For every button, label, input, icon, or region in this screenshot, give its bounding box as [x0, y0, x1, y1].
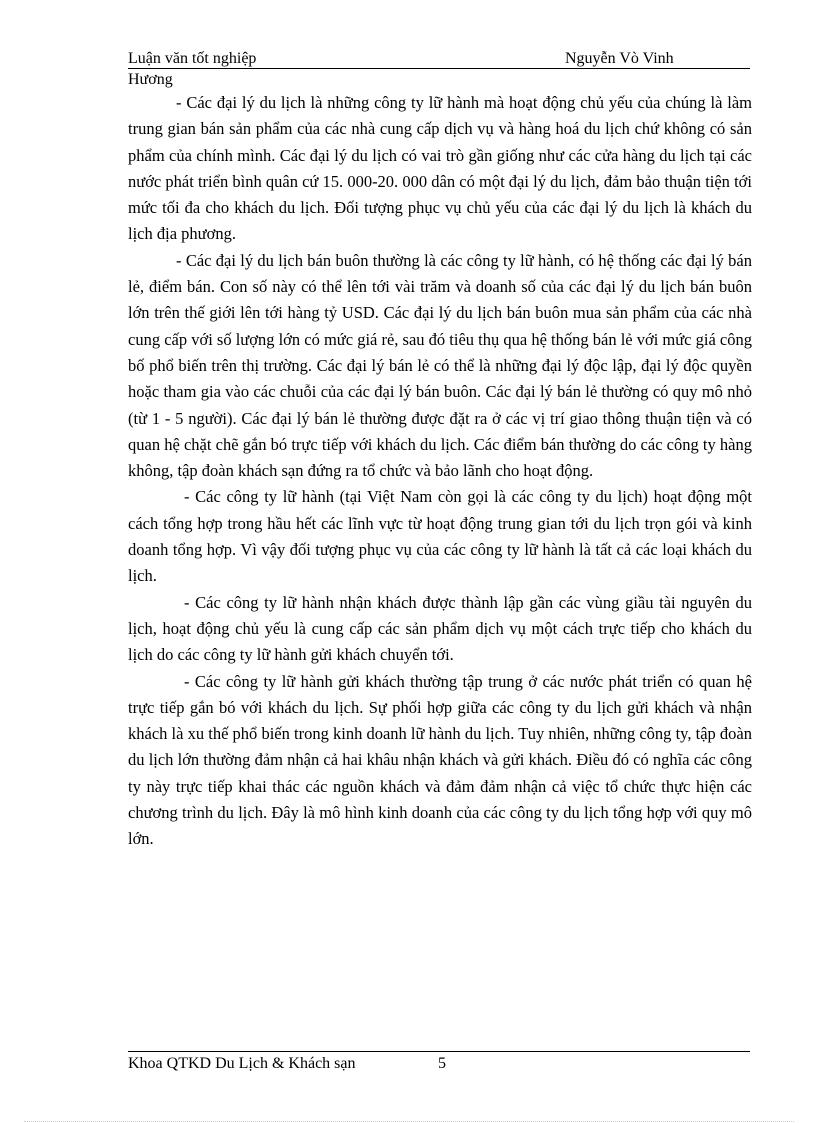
document-body — [128, 90, 752, 853]
paragraph-outbound-operators: - Các công ty lữ hành gửi khách thường tập trung ở các nước phát triển có quan hệ trực tiếp gắn bó với khách du lịch. Sự phối hợp giữa các công ty du lịch gửi khách và nhận khách là xu thế phổ biến trong kinh doanh lữ hành du lịch. Tuy nhiên, những công ty, tập đoàn du lịch lớn thường đảm nhận cả hai khâu nhận khách và gửi khách. Điều đó có nghĩa các công ty này trực tiếp khai thác các nguồn khách và đảm đảm nhận cả việc tổ chức thực hiện các chương trình du lịch. Đây là mô hình kinh doanh của các công ty du lịch tổng hợp với quy mô lớn. — [128, 671, 752, 849]
paragraph-wholesale-agencies: - Các đại lý du lịch bán buôn thường là các công ty lữ hành, có hệ thống các đại lý bán lẻ, điểm bán. Con số này có thể lên tới vài trăm và doanh số của các đại lý du lịch bán buôn lớn trên thế giới lên tới hàng tỷ USD. Các đại lý du lịch bán buôn mua sản phẩm của các nhà cung cấp với số lượng lớn có mức giá rẻ, sau đó tiêu thụ qua hệ thống bán lẻ với mức giá công bố phổ biến trên thị trường. Các đại lý bán lẻ có thể là những đại lý độc lập, đại lý độc quyền hoặc tham gia vào các chuỗi của các đại lý bán buôn. Các đại lý bán lẻ thường có quy mô nhỏ (từ 1 - 5 người). Các đại lý bán lẻ thường được đặt ra ở các vị trí giao thông thuận tiện và có quan hệ chặt chẽ gắn bó trực tiếp với khách du lịch. Các điểm bán thường do các công ty hàng không, tập đoàn khách sạn đứng ra tổ chức và bảo lãnh cho hoạt động. — [128, 250, 752, 481]
footer-divider — [128, 1051, 750, 1052]
header-author-name-continuation: Hương — [128, 71, 173, 88]
paragraph-travel-agencies: - Các đại lý du lịch là những công ty lữ hành mà hoạt động chủ yếu của chúng là làm trung gian bán sản phẩm của các nhà cung cấp dịch vụ và hàng hoá du lịch chứ không có sản phẩm của chính mình. Các đại lý du lịch có vai trò gần giống như các cửa hàng du lịch tại các nước phát triển bình quân cứ 15. 000-20. 000 dân có một đại lý du lịch, đảm bảo thuận tiện tới mức tối đa cho khách du lịch. Đối tượng phục vụ chủ yếu của các đại lý du lịch là khách du lịch địa phương. — [128, 93, 752, 244]
paragraph-inbound-operators: - Các công ty lữ hành nhận khách được thành lập gần các vùng giầu tài nguyên du lịch, hoạt động chủ yếu là cung cấp các sản phẩm dịch vụ một cách trực tiếp cho khách du lịch do các công ty lữ hành gửi khách chuyển tới. — [128, 592, 752, 665]
page-boundary — [24, 1121, 794, 1122]
header-thesis-label: Luận văn tốt nghiệp — [128, 50, 257, 67]
page-number: 5 — [438, 1055, 446, 1072]
footer-department: Khoa QTKD Du Lịch & Khách sạn — [128, 1055, 356, 1072]
paragraph-tour-operators: - Các công ty lữ hành (tại Việt Nam còn gọi là các công ty du lịch) hoạt động một cách tổng hợp trong hầu hết các lĩnh vực từ hoạt động trung gian tới du lịch trọn gói và kinh doanh tổng hợp. Vì vậy đối tượng phục vụ của các công ty lữ hành là tất cả các loại khách du lịch. — [128, 487, 752, 586]
header-author-name: Nguyễn Vò Vinh — [565, 50, 674, 67]
page-header — [128, 48, 750, 69]
